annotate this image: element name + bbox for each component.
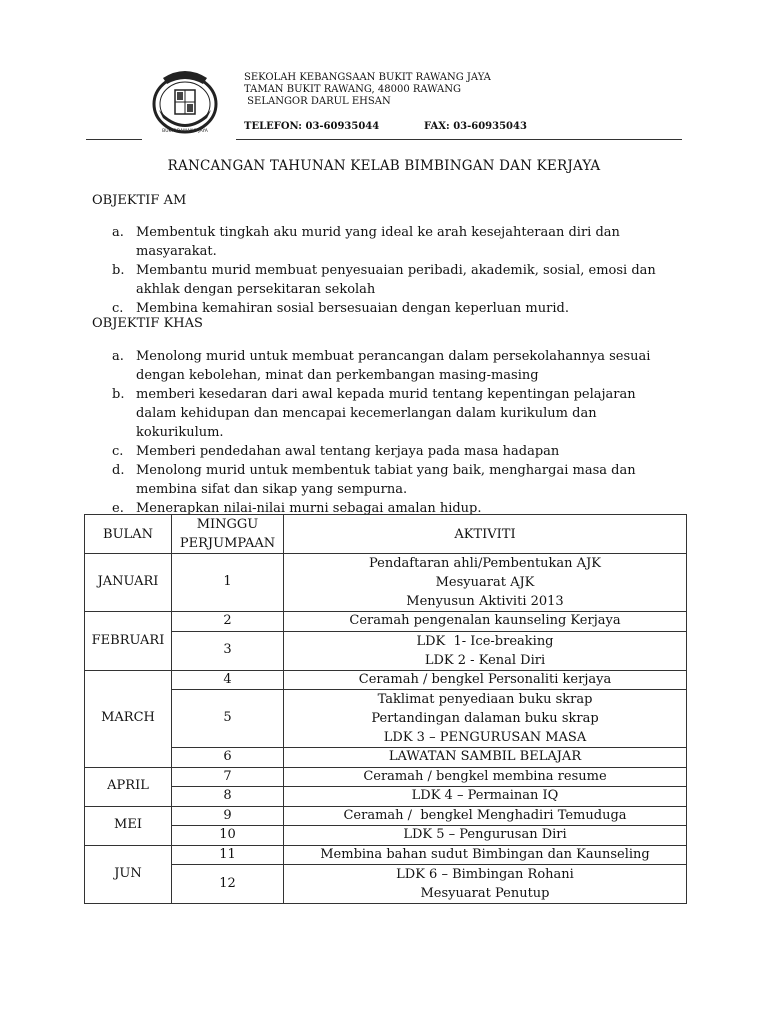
header-rule-left <box>86 139 142 140</box>
logo-banner-text: BUKIT RAWANG JAYA <box>162 129 208 134</box>
objektif-khas-list <box>112 347 672 518</box>
school-address <box>244 72 491 108</box>
month-cell: FEBRUARI <box>85 612 172 671</box>
objektif-am-heading: OBJEKTIF AM <box>92 193 187 208</box>
table-row <box>85 690 687 748</box>
list-item: c. Membina kemahiran sosial bersesuaian dengan keperluan murid. <box>112 301 569 316</box>
month-cell: MARCH <box>85 670 172 767</box>
table-row <box>85 612 687 632</box>
table-row <box>85 865 687 904</box>
header-bulan: BULAN <box>85 515 172 554</box>
table-row <box>85 806 687 826</box>
activity-cell: Ceramah / bengkel membina resume <box>284 767 687 787</box>
school-crest-logo <box>147 66 227 138</box>
month-cell: JUN <box>85 845 172 904</box>
activity-cell: LDK 4 – Permainan IQ <box>284 787 687 807</box>
week-cell: 3 <box>172 631 284 670</box>
week-cell: 4 <box>172 670 284 690</box>
table-row <box>85 845 687 865</box>
list-item: c. Memberi pendedahan awal tentang kerjaya pada masa hadapan <box>112 444 560 459</box>
list-item: e. Menerapkan nilai-nilai murni sebagai amalan hidup. <box>112 501 482 516</box>
table-row <box>85 631 687 670</box>
month-cell: JANUARI <box>85 554 172 612</box>
week-cell: 8 <box>172 787 284 807</box>
activity-cell: Ceramah / bengkel Personaliti kerjaya <box>284 670 687 690</box>
week-cell: 7 <box>172 767 284 787</box>
school-state: SELANGOR DARUL EHSAN <box>244 96 391 107</box>
activity-cell: Membina bahan sudut Bimbingan dan Kaunseling <box>284 845 687 865</box>
activity-plan-table <box>84 514 687 904</box>
activity-cell: Pendaftaran ahli/Pembentukan AJK Mesyuarat AJK Menyusun Aktiviti 2013 <box>284 554 687 612</box>
activity-cell: Ceramah pengenalan kaunseling Kerjaya <box>284 612 687 632</box>
month-cell: MEI <box>85 806 172 845</box>
objektif-khas-heading: OBJEKTIF KHAS <box>92 316 203 331</box>
activity-cell: Taklimat penyediaan buku skrap Pertandingan dalaman buku skrap LDK 3 – PENGURUSAN MASA <box>284 690 687 748</box>
week-cell: 5 <box>172 690 284 748</box>
week-cell: 12 <box>172 865 284 904</box>
header-aktiviti: AKTIVITI <box>284 515 687 554</box>
week-cell: 9 <box>172 806 284 826</box>
table-row <box>85 748 687 768</box>
week-cell: 10 <box>172 826 284 846</box>
header-minggu: MINGGU PERJUMPAAN <box>172 515 284 554</box>
week-cell: 6 <box>172 748 284 768</box>
objektif-am-list <box>112 223 672 318</box>
fax-number: FAX: 03-60935043 <box>424 121 527 132</box>
week-cell: 2 <box>172 612 284 632</box>
list-item: a. Membentuk tingkah aku murid yang ideal ke arah kesejahteraan diri dan masyarakat. <box>112 225 620 259</box>
activity-cell: LDK 6 – Bimbingan Rohani Mesyuarat Penutup <box>284 865 687 904</box>
week-cell: 1 <box>172 554 284 612</box>
month-cell: APRIL <box>85 767 172 806</box>
table-row <box>85 670 687 690</box>
activity-cell: LAWATAN SAMBIL BELAJAR <box>284 748 687 768</box>
table-row <box>85 767 687 787</box>
table-row <box>85 554 687 612</box>
school-street: TAMAN BUKIT RAWANG, 48000 RAWANG <box>244 84 461 95</box>
activity-cell: LDK 1- Ice-breaking LDK 2 - Kenal Diri <box>284 631 687 670</box>
table-row <box>85 826 687 846</box>
list-item: b. memberi kesedaran dari awal kepada murid tentang kepentingan pelajaran dalam kehidupan dan mencapai kecemerlangan dalam kurikulum dan kokurikulum. <box>112 387 636 440</box>
list-item: b. Membantu murid membuat penyesuaian peribadi, akademik, sosial, emosi dan akhlak dengan persekitaran sekolah <box>112 263 656 297</box>
list-item: a. Menolong murid untuk membuat perancangan dalam persekolahannya sesuai dengan kebolehan, minat dan perkembangan masing-masing <box>112 349 651 383</box>
week-cell: 11 <box>172 845 284 865</box>
table-row <box>85 787 687 807</box>
list-item: d. Menolong murid untuk membentuk tabiat yang baik, menghargai masa dan membina sifat dan sikap yang sempurna. <box>112 463 636 497</box>
activity-cell: Ceramah / bengkel Menghadiri Temuduga <box>284 806 687 826</box>
telefon-number: TELEFON: 03-60935044 <box>244 121 380 132</box>
school-name: SEKOLAH KEBANGSAAN BUKIT RAWANG JAYA <box>244 72 491 83</box>
header-rule-right <box>236 139 682 140</box>
table-header-row <box>85 515 687 554</box>
activity-cell: LDK 5 – Pengurusan Diri <box>284 826 687 846</box>
document-title: RANCANGAN TAHUNAN KELAB BIMBINGAN DAN KERJAYA <box>167 158 601 174</box>
